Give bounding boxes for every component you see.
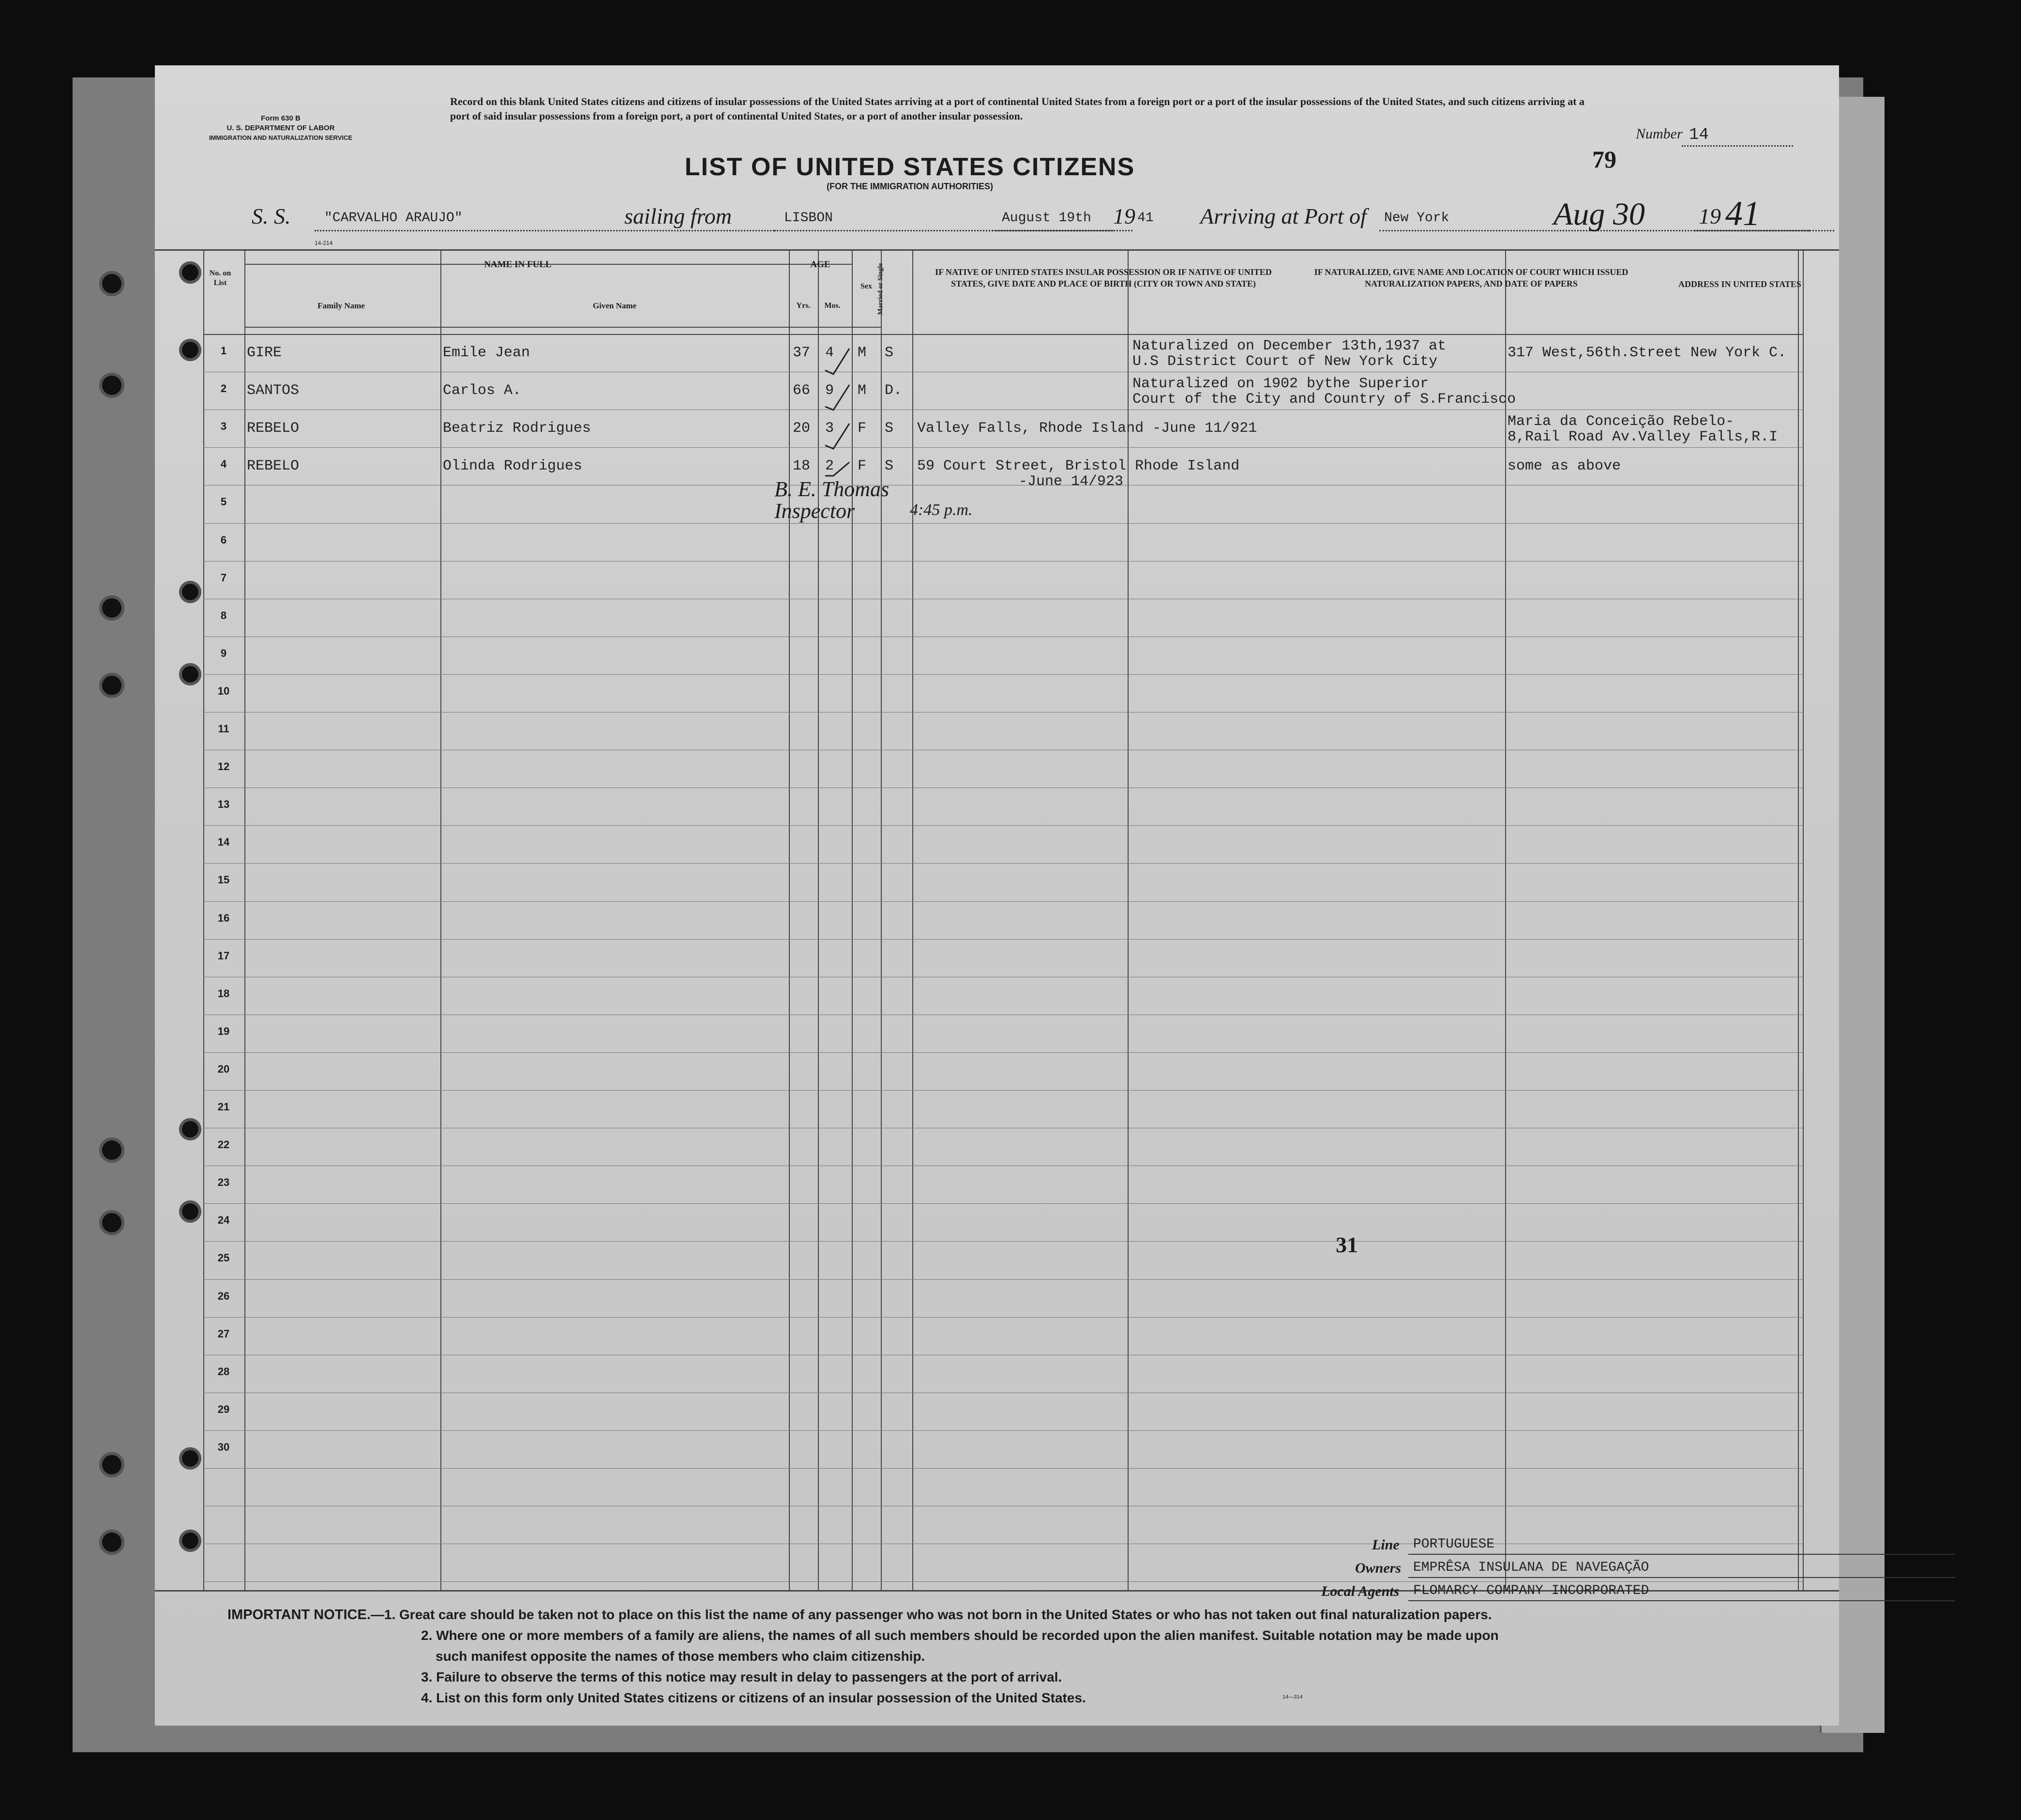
column-rule bbox=[440, 249, 441, 1590]
column-rule bbox=[1505, 249, 1506, 1590]
column-rule bbox=[881, 249, 882, 1590]
passenger-address: Maria da Conceição Rebelo- bbox=[1508, 413, 1734, 430]
agents-underline bbox=[1408, 1600, 1955, 1601]
row-rule bbox=[203, 1581, 1803, 1582]
arriving-label: Arriving at Port of bbox=[1200, 204, 1367, 228]
passenger-sex: M bbox=[858, 382, 867, 399]
owners-value: EMPRÊSA INSULANA DE NAVEGAÇÃO bbox=[1413, 1560, 1649, 1575]
column-rule bbox=[912, 249, 913, 1590]
punch-hole bbox=[99, 673, 124, 698]
arrival-port: New York bbox=[1384, 211, 1449, 226]
passenger-age-months: 4 bbox=[825, 345, 834, 361]
row-rule bbox=[203, 1468, 1803, 1469]
year-prefix: 19 bbox=[1113, 204, 1135, 228]
passenger-naturalization-court: Court of the City and Country of S.Francisco bbox=[1132, 391, 1516, 408]
row-rule bbox=[203, 1052, 1803, 1053]
passenger-address: 317 West,56th.Street New York C. bbox=[1508, 345, 1787, 361]
passenger-marital-status: D. bbox=[885, 382, 903, 399]
header-rule bbox=[244, 327, 881, 328]
check-mark-1 bbox=[825, 349, 849, 374]
passenger-age-years: 37 bbox=[793, 345, 811, 361]
year-underline bbox=[1694, 230, 1810, 231]
punch-hole bbox=[99, 373, 124, 398]
passenger-age-months: 9 bbox=[825, 382, 834, 399]
form-number: Form 630 B bbox=[261, 114, 301, 122]
page-subtitle: (FOR THE IMMIGRATION AUTHORITIES) bbox=[827, 182, 993, 191]
row-rule bbox=[203, 825, 1803, 826]
owners-underline bbox=[1408, 1577, 1955, 1578]
row-number: 19 bbox=[217, 1025, 230, 1037]
punch-hole bbox=[99, 1530, 124, 1555]
row-number: 5 bbox=[220, 496, 227, 508]
number-value: 14 bbox=[1689, 126, 1709, 144]
passenger-family-name: GIRE bbox=[247, 345, 282, 361]
passenger-age-months: 3 bbox=[825, 420, 834, 437]
arrival-year-suffix: 41 bbox=[1725, 194, 1760, 233]
header-yrs: Yrs. bbox=[796, 302, 811, 310]
year-suffix: 41 bbox=[1137, 211, 1154, 226]
passenger-age-years: 20 bbox=[793, 420, 811, 437]
header-naturalized: IF NATURALIZED, GIVE NAME AND LOCATION OF COURT WHICH ISSUED NATURALIZATION PAPERS, AND DATE OF PAPERS bbox=[1314, 267, 1629, 288]
passenger-naturalization-court: U.S District Court of New York City bbox=[1132, 353, 1438, 370]
form-identifier bbox=[184, 114, 377, 143]
row-rule bbox=[203, 674, 1803, 675]
row-rule bbox=[203, 901, 1803, 902]
row-rule bbox=[203, 712, 1803, 713]
header-mos: Mos. bbox=[824, 302, 841, 310]
row-number: 28 bbox=[217, 1365, 230, 1378]
passenger-sex: F bbox=[858, 420, 867, 437]
passenger-birth-place: 59 Court Street, Bristol Rhode Island bbox=[917, 458, 1240, 475]
agents-label: Local Agents bbox=[1321, 1583, 1400, 1599]
arrival-date-handwritten: Aug 30 bbox=[1553, 197, 1645, 232]
check-mark-2 bbox=[825, 385, 849, 410]
passenger-age-years: 66 bbox=[793, 382, 811, 399]
important-notice bbox=[227, 1605, 1492, 1625]
punch-hole bbox=[179, 261, 201, 284]
punch-hole bbox=[179, 663, 201, 685]
row-number: 27 bbox=[217, 1327, 230, 1340]
sailing-label: sailing from bbox=[624, 204, 732, 228]
passenger-birth-place: Valley Falls, Rhode Island -June 11/921 bbox=[917, 420, 1257, 437]
table-top-rule bbox=[155, 249, 1839, 251]
form-code: 14—314 bbox=[1282, 1694, 1303, 1700]
row-number: 2 bbox=[220, 382, 227, 395]
page-stamp: 79 bbox=[1592, 146, 1616, 173]
column-rule bbox=[789, 249, 790, 1590]
sailing-from: LISBON bbox=[784, 211, 833, 226]
punch-hole bbox=[99, 595, 124, 621]
passenger-family-name: REBELO bbox=[247, 458, 300, 475]
punch-hole bbox=[99, 1452, 124, 1477]
row-number: 20 bbox=[217, 1062, 230, 1075]
date-underline bbox=[992, 230, 1113, 231]
notice-3: 3. Failure to observe the terms of this notice may result in delay to passengers at the port of arrival. bbox=[421, 1669, 1062, 1684]
row-number: 29 bbox=[217, 1403, 230, 1415]
passenger-address: some as above bbox=[1508, 458, 1621, 475]
row-number: 10 bbox=[217, 684, 230, 697]
notice-4: 4. List on this form only United States citizens or citizens of an insular possession of the United States. bbox=[421, 1690, 1086, 1705]
header-no-on-list: No. on List bbox=[209, 269, 231, 287]
row-number: 25 bbox=[217, 1252, 230, 1264]
line-label: Line bbox=[1372, 1537, 1400, 1553]
line-value: PORTUGUESE bbox=[1413, 1537, 1495, 1552]
notice-2a: 2. Where one or more members of a family are aliens, the names of all such members should be recorded upon the alien manifest. Suitable notation may be made upon bbox=[421, 1628, 1499, 1643]
header-married-single: Married or Single bbox=[877, 263, 884, 315]
page-title: LIST OF UNITED STATES CITIZENS bbox=[684, 153, 1135, 181]
passenger-address-line2: 8,Rail Road Av.Valley Falls,R.I bbox=[1508, 429, 1778, 446]
row-number: 7 bbox=[220, 571, 227, 584]
row-number: 13 bbox=[217, 798, 230, 811]
punch-hole bbox=[179, 1530, 201, 1552]
ship-underline bbox=[315, 230, 774, 231]
check-mark-3 bbox=[825, 424, 849, 449]
header-given-name: Given Name bbox=[592, 301, 637, 310]
passenger-given-name: Beatriz Rodrigues bbox=[443, 420, 591, 437]
sailing-date: August 19th bbox=[1002, 211, 1091, 226]
column-rule bbox=[852, 249, 853, 1590]
row-rule bbox=[203, 447, 1803, 448]
header-age: AGE bbox=[810, 259, 830, 270]
row-number: 26 bbox=[217, 1289, 230, 1302]
punch-hole bbox=[99, 1138, 124, 1163]
row-number: 23 bbox=[217, 1176, 230, 1189]
row-number: 15 bbox=[217, 874, 230, 886]
owners-label: Owners bbox=[1355, 1560, 1402, 1576]
row-rule bbox=[203, 863, 1803, 864]
passenger-family-name: SANTOS bbox=[247, 382, 300, 399]
passenger-given-name: Olinda Rodrigues bbox=[443, 458, 583, 475]
row-number: 1 bbox=[220, 345, 227, 357]
row-rule bbox=[203, 1203, 1803, 1204]
row-number: 18 bbox=[217, 987, 230, 1000]
punch-hole bbox=[179, 339, 201, 361]
punch-hole bbox=[179, 1447, 201, 1470]
line-underline bbox=[1408, 1554, 1955, 1555]
row-number: 30 bbox=[217, 1441, 230, 1453]
header-name-in-full: NAME IN FULL bbox=[484, 259, 552, 270]
row-number: 16 bbox=[217, 911, 230, 924]
passenger-birth-date: -June 14/923 bbox=[1019, 473, 1124, 490]
check-mark-4 bbox=[825, 462, 849, 476]
row-number: 22 bbox=[217, 1138, 230, 1151]
passenger-naturalization: Naturalized on December 13th,1937 at bbox=[1132, 338, 1447, 354]
column-rule bbox=[244, 249, 245, 1590]
column-rule bbox=[1128, 249, 1129, 1590]
number-underline bbox=[1682, 145, 1793, 147]
passenger-naturalization: Naturalized on 1902 bythe Superior bbox=[1132, 376, 1429, 393]
passenger-sex: F bbox=[858, 458, 867, 475]
notice-label: IMPORTANT NOTICE. bbox=[227, 1607, 371, 1623]
arrival-year-prefix: 19 bbox=[1699, 204, 1721, 228]
row-number: 24 bbox=[217, 1214, 230, 1227]
ss-label: S. S. bbox=[252, 204, 291, 228]
inspector-time: 4:45 p.m. bbox=[910, 501, 973, 519]
row-rule bbox=[203, 1241, 1803, 1242]
inspector-title: Inspector bbox=[774, 499, 855, 523]
inspector-signature: B. E. Thomas bbox=[774, 477, 890, 501]
row-rule bbox=[203, 1317, 1803, 1318]
punch-hole bbox=[179, 1118, 201, 1140]
row-number: 9 bbox=[220, 647, 227, 659]
row-rule bbox=[203, 939, 1803, 940]
row-number: 4 bbox=[220, 458, 227, 470]
record-instructions: Record on this blank United States citizens and citizens of insular possessions of the United States arriving at a port of continental United States from a foreign port or a port of the insular possessions of the United States, and such citizens arriving at a port of said insular possessions from a foreign port, a port of continental United States, or a port of another insular possession. bbox=[450, 95, 1585, 122]
passenger-age-months: 2 bbox=[825, 458, 834, 475]
column-rule bbox=[1798, 249, 1799, 1590]
passenger-marital-status: S bbox=[885, 345, 894, 361]
passenger-family-name: REBELO bbox=[247, 420, 300, 437]
punch-hole bbox=[99, 1210, 124, 1235]
row-number: 14 bbox=[217, 836, 230, 849]
row-number: 3 bbox=[220, 420, 227, 433]
row-number: 17 bbox=[217, 949, 230, 962]
manifest-sheet bbox=[155, 65, 1839, 1726]
punch-hole bbox=[179, 581, 201, 603]
print-note: 14-214 bbox=[315, 240, 333, 246]
notice-2b: such manifest opposite the names of those members who claim citizenship. bbox=[436, 1649, 925, 1664]
row-rule bbox=[203, 1279, 1803, 1280]
notice-1: —1. Great care should be taken not to place on this list the name of any passenger who was not born in the United States or who has not taken out final naturalization papers. bbox=[370, 1607, 1492, 1622]
header-family-name: Family Name bbox=[317, 301, 365, 310]
row-rule bbox=[203, 1430, 1803, 1431]
margin-number: 31 bbox=[1336, 1232, 1358, 1257]
passenger-given-name: Carlos A. bbox=[443, 382, 522, 399]
row-number: 21 bbox=[217, 1101, 230, 1113]
column-rule bbox=[1803, 249, 1804, 1590]
row-number: 12 bbox=[217, 760, 230, 773]
passenger-given-name: Emile Jean bbox=[443, 345, 530, 361]
passenger-sex: M bbox=[858, 345, 867, 361]
row-rule bbox=[203, 1090, 1803, 1091]
punch-hole bbox=[179, 1200, 201, 1223]
department: U. S. DEPARTMENT OF LABOR bbox=[226, 124, 335, 132]
header-birth: IF NATIVE OF UNITED STATES INSULAR POSSESSION OR IF NATIVE OF UNITED STATES, GIVE DATE AND PLACE OF BIRTH (CITY OR TOWN AND STATE) bbox=[935, 267, 1272, 288]
punch-hole bbox=[99, 271, 124, 296]
passenger-marital-status: S bbox=[885, 420, 894, 437]
service: IMMIGRATION AND NATURALIZATION SERVICE bbox=[209, 134, 353, 141]
age-check-marks bbox=[823, 346, 852, 477]
header-rule bbox=[203, 334, 1803, 335]
header-sex: Sex bbox=[860, 282, 872, 290]
column-rule bbox=[818, 249, 819, 1590]
row-number: 8 bbox=[220, 609, 227, 622]
number-label: Number bbox=[1636, 126, 1683, 142]
row-number: 11 bbox=[218, 723, 229, 735]
column-rule bbox=[203, 249, 204, 1590]
passenger-marital-status: S bbox=[885, 458, 894, 475]
row-number: 6 bbox=[220, 533, 227, 546]
passenger-age-years: 18 bbox=[793, 458, 811, 475]
row-rule bbox=[203, 523, 1803, 524]
header-address: ADDRESS IN UNITED STATES bbox=[1678, 279, 1801, 289]
ship-name: "CARVALHO ARAUJO" bbox=[324, 211, 463, 226]
agents-value: FLOMARCY COMPANY INCORPORATED bbox=[1413, 1583, 1649, 1598]
